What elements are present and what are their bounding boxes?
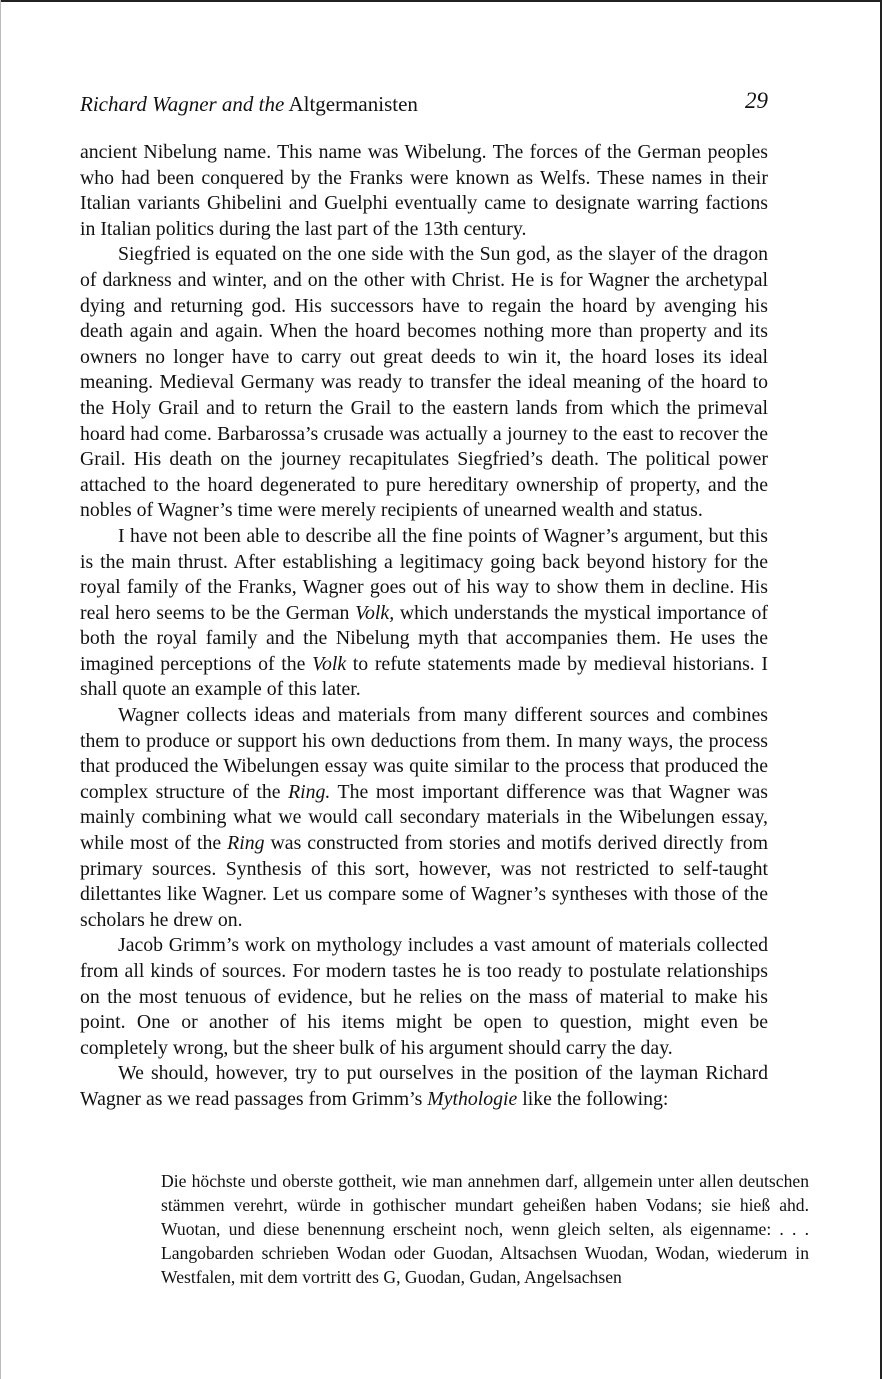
paragraph-text: to refute statements made by medieval historians. I shall quote an example of this later. <box>80 652 768 701</box>
paragraph-text: Jacob Grimm’s work on mythology includes a vast amount of materials collected from all kinds of sources. For modern tastes he is too ready to postulate relationships on the most tenuous of evidence, but he relies on the mass of material to make his point. One or another of his items might be open to question, might even be completely wrong, but the sheer bulk of his argument should carry the day. <box>80 934 768 1059</box>
italic-term: Volk, <box>355 601 395 624</box>
running-title <box>80 92 418 117</box>
italic-term: Ring. <box>288 780 331 803</box>
paragraph <box>80 242 768 524</box>
paragraph-text: Siegfried is equated on the one side with the Sun god, as the slayer of the dragon of darkness and winter, and on the other with Christ. He is for Wagner the archetypal dying and returning god. His successors have to regain the hoard by avenging his death again and again. When the hoard becomes nothing more than property and its owners no longer have to carry out great deeds to win it, the hoard loses its ideal meaning. Medieval Germany was ready to transfer the ideal meaning of the hoard to the Holy Grail and to return the Grail to the eastern lands from which the primeval hoard had come. Barbarossa’s crusade was actually a journey to the east to recover the Grail. His death on the journey recapitulates Siegfried’s death. The political power attached to the hoard degenerated to pure hereditary ownership of property, and the nobles of Wagner’s time were merely recipients of unearned wealth and status. <box>80 243 768 522</box>
body-text <box>80 140 768 1113</box>
scan-edge-left <box>0 0 1 1379</box>
running-title-roman: Altgermanisten <box>288 92 418 116</box>
paragraph-text: I have not been able to describe all the fine points of Wagner’s argument, but this is the main thrust. After establishing a legitimacy going back beyond history for the royal family of the Franks, Wagner goes out of his way to show them in decline. His real hero seems to be the German <box>80 524 768 624</box>
page-number: 29 <box>745 88 768 113</box>
paragraph-text: like the following: <box>517 1087 669 1110</box>
paragraph <box>80 1061 768 1112</box>
italic-term: Volk <box>312 652 347 675</box>
paragraph-text: ancient Nibelung name. This name was Wibelung. The forces of the German peoples who had been conquered by the Franks were known as Welfs. These names in their Italian variants Ghibelini and Guelphi eventually came to designate warring factions in Italian politics during the last part of the 13th century. <box>80 141 768 240</box>
paragraph-text: Wagner collects ideas and materials from many different sources and combines them to produce or support his own deductions from them. In many ways, the process that produced the Wibelungen essay was quite similar to the process that produced the complex structure of the <box>80 704 768 803</box>
running-title-italic: Richard Wagner and the <box>80 92 285 116</box>
paragraph-text: We should, however, try to put ourselves in the position of the layman Richard Wagner as we read passages from Grimm’s <box>80 1062 768 1110</box>
paragraph-text: The most important difference was that Wagner was mainly combining what we would call secondary materials in the Wibelungen essay, while most of the <box>80 780 768 855</box>
block-quote <box>161 1169 809 1289</box>
scan-edge-top <box>0 0 882 2</box>
block-quote-text: Die höchste und oberste gottheit, wie man annehmen darf, allgemein unter allen deutschen stämmen verehrt, würde in gothischer mundart geheißen haben Vodans; sie hieß ahd. Wuotan, und diese benennung erscheint noch, wenn gleich selten, als eigenname: . . . Langobarden schrieben Wodan oder Guodan, Altsachsen Wuodan, Wodan, wiederum in Westfalen, mit dem vortritt des G, Guodan, Gudan, Angelsachsen <box>161 1170 809 1287</box>
paragraph-text: which understands the mystical importance of both the royal family and the Nibelung myth that accompanies them. He uses the imagined perceptions of the <box>80 601 769 675</box>
italic-term: Mythologie <box>427 1087 518 1110</box>
paragraph <box>80 933 768 1061</box>
paragraph <box>80 703 768 933</box>
italic-term: Ring <box>227 832 265 855</box>
paragraph-text: was constructed from stories and motifs derived directly from primary sources. Synthesis of this sort, however, was not restricted to self-taught dilettantes like Wagner. Let us compare some of Wagner’s syntheses with those of the scholars he drew on. <box>80 832 768 931</box>
running-head <box>80 88 768 122</box>
paragraph <box>80 524 768 703</box>
paragraph <box>80 140 768 242</box>
